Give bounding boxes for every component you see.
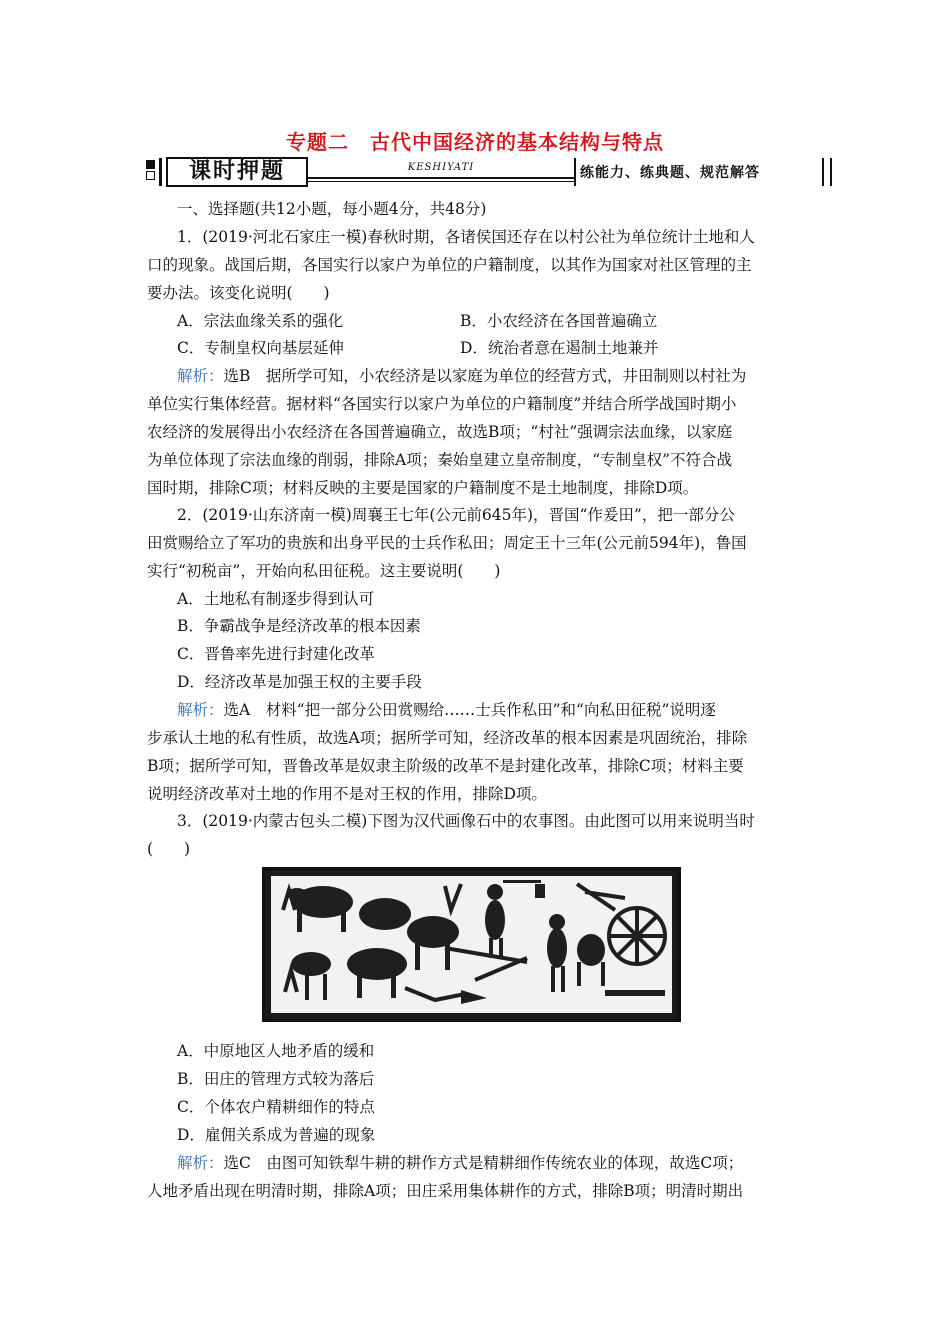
- han-stone-relief-farming-image: [262, 867, 681, 1022]
- banner-divider: [574, 158, 576, 186]
- q1-analysis-line-2: 单位实行集体经营。据材料“各国实行以家户为单位的户籍制度”并结合所学战国时期小: [147, 395, 737, 413]
- q2-stem-line-3: 实行“初税亩”，开始向私田征税。这主要说明( ): [147, 562, 501, 580]
- q3-stem-line-2: ( ): [147, 840, 191, 858]
- q1-option-d: D．统治者意在遏制土地兼并: [460, 339, 659, 357]
- q3-option-a: A．中原地区人地矛盾的缓和: [177, 1042, 375, 1060]
- banner-end-mark: [822, 158, 832, 186]
- q2-option-d: D．经济改革是加强王权的主要手段: [177, 673, 422, 691]
- q3-analysis-line-2: 人地矛盾出现在明清时期，排除A项；田庄采用集体耕作的方式，排除B项；明清时期出: [147, 1182, 744, 1200]
- q3-option-d: D．雇佣关系成为普遍的现象: [177, 1126, 376, 1144]
- banner-square-outline: [146, 171, 155, 180]
- q1-option-c: C．专制皇权向基层延伸: [177, 339, 344, 357]
- analysis-label: 解析：: [177, 1154, 224, 1172]
- q2-analysis-line-2: 步承认土地的私有性质，故选A项；据所学可知，经济改革的根本因素是巩固统治，排除: [147, 729, 748, 747]
- banner-square-filled: [146, 160, 155, 169]
- q2-analysis-line-4: 说明经济改革对土地的作用不是对王权的作用，排除D项。: [147, 785, 547, 803]
- q1-analysis-line-1: 解析：选B 据所学可知，小农经济是以家庭为单位的经营方式，井田制则以村社为: [177, 367, 747, 385]
- banner-label: 课时押题: [166, 157, 308, 187]
- q1-option-a: A．宗法血缘关系的强化: [177, 312, 344, 330]
- banner-rule: [308, 177, 574, 179]
- banner-rule-thin: [308, 181, 574, 182]
- section-heading: 一、选择题(共12小题，每小题4分，共48分): [177, 200, 487, 218]
- q1-option-b: B．小农经济在各国普遍确立: [460, 312, 658, 330]
- q2-analysis-line-3: B项；据所学可知，晋鲁改革是奴隶主阶级的改革不是封建化改革，排除C项；材料主要: [147, 757, 744, 775]
- q2-option-a: A．土地私有制逐步得到认可: [177, 590, 375, 608]
- banner-slogan: 练能力、练典题、规范解答: [580, 165, 760, 181]
- q1-analysis-line-4: 为单位体现了宗法血缘的削弱，排除A项；秦始皇建立皇帝制度，“专制皇权”不符合战: [147, 451, 733, 469]
- q2-analysis-line-1: 解析：选A 材料“把一部分公田赏赐给……士兵作私田”和“向私田征税”说明逐: [177, 701, 716, 719]
- q1-analysis-line-5: 国时期，排除C项；材料反映的主要是国家的户籍制度不是土地制度，排除D项。: [147, 479, 699, 497]
- q3-option-b: B．田庄的管理方式较为落后: [177, 1070, 375, 1088]
- q3-analysis-line-1: 解析：选C 由图可知铁犁牛耕的耕作方式是精耕细作传统农业的体现，故选C项；: [177, 1154, 744, 1172]
- q3-option-c: C．个体农户精耕细作的特点: [177, 1098, 375, 1116]
- q2-option-b: B．争霸战争是经济改革的根本因素: [177, 617, 421, 635]
- section-banner: [140, 156, 832, 190]
- document-title: 专题二 古代中国经济的基本结构与特点: [286, 130, 664, 154]
- farming-scene-illustration: [265, 870, 678, 1019]
- q2-stem-line-2: 田赏赐给立了军功的贵族和出身平民的士兵作私田；周定王十三年(公元前594年)，鲁国: [147, 534, 747, 552]
- q1-stem-line-2: 口的现象。战国后期，各国实行以家户为单位的户籍制度，以其作为国家对社区管理的主: [147, 256, 752, 274]
- analysis-label: 解析：: [177, 367, 224, 385]
- q1-stem-line-3: 要办法。该变化说明( ): [147, 284, 330, 302]
- q2-option-c: C．晋鲁率先进行封建化改革: [177, 645, 375, 663]
- q1-stem-line-1: 1．(2019·河北石家庄一模)春秋时期，各诸侯国还存在以村公社为单位统计土地和人: [177, 228, 755, 246]
- banner-pinyin: KESHIYATI: [407, 162, 475, 173]
- q1-analysis-line-3: 农经济的发展得出小农经济在各国普遍确立，故选B项；“村社”强调宗法血缘，以家庭: [147, 423, 733, 441]
- q3-stem-line-1: 3．(2019·内蒙古包头二模)下图为汉代画像石中的农事图。由此图可以用来说明当时: [177, 812, 755, 830]
- banner-bar: [159, 158, 162, 186]
- q2-stem-line-1: 2．(2019·山东济南一模)周襄王七年(公元前645年)，晋国“作爰田”，把一部分公: [177, 506, 735, 524]
- analysis-label: 解析：: [177, 701, 224, 719]
